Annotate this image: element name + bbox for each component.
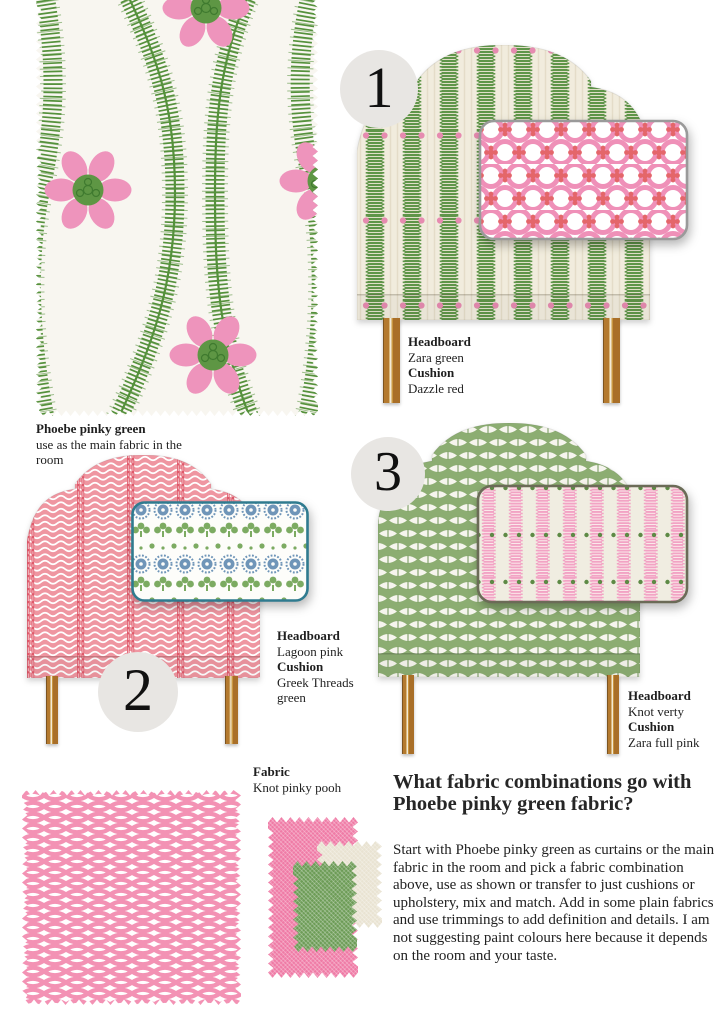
article-heading: What fabric combinations go with Phoebe pinky green fabric? (393, 771, 692, 815)
headboard-3-right-leg (607, 675, 619, 754)
cushion-3-image (475, 483, 690, 605)
combo-2-number-badge (98, 652, 178, 732)
headboard-3-left-leg (402, 675, 414, 754)
combo-1-number-badge (340, 50, 418, 128)
combo-1-headboard-heading: Headboard (408, 334, 471, 349)
combo-3-headboard-name: Knot verty (628, 703, 684, 719)
combo-1-headboard-name: Zara green (408, 349, 464, 365)
bottom-fabric-heading: Fabric (253, 764, 290, 779)
combo-3-label (628, 688, 718, 750)
main-fabric-swatch-image (36, 0, 318, 416)
headboard-2-right-leg (225, 676, 238, 744)
headboard-1-right-leg (603, 318, 620, 403)
cushion-1-image (477, 118, 690, 242)
combo-2-cushion-heading: Cushion (277, 659, 324, 674)
bottom-fabric-swatch-image (22, 790, 241, 1005)
cushion-2-image (130, 500, 310, 603)
combo-1-label (408, 334, 528, 396)
main-fabric-subtitle: use as the main fabric in the room (36, 436, 182, 467)
combo-3-cushion-name: Zara full pink (628, 734, 700, 750)
combo-2-headboard-name: Lagoon pink (277, 643, 344, 659)
main-fabric-title: Phoebe pinky green (36, 421, 146, 436)
combo-3-cushion-heading: Cushion (628, 719, 675, 734)
combo-2-cushion-name: Greek Threads green (277, 674, 354, 705)
combo-2-headboard-heading: Headboard (277, 628, 340, 643)
combo-1-cushion-heading: Cushion (408, 365, 455, 380)
bottom-fabric-label (253, 764, 373, 795)
combo-2-label (277, 628, 372, 706)
article-body: Start with Phoebe pinky green as curtains or the main fabric in the room and pick a fabric combination above, use as shown or transfer to just cushions or upholstery, mix and match. Add in some plain fabrics and use trimmings to add definition and details. I am not suggesting paint colours here because it depends on the room and your taste. (393, 842, 715, 964)
combo-3-number: 3 (374, 441, 402, 503)
combo-3-number-badge (351, 437, 425, 511)
combo-2-number: 2 (123, 656, 153, 723)
plain-swatch-green (293, 861, 357, 952)
phoebe-fabric-pattern (36, 0, 318, 416)
headboard-2-left-leg (46, 676, 58, 744)
bottom-fabric-name: Knot pinky pooh (253, 779, 342, 795)
headboard-1-left-leg (383, 318, 400, 403)
combo-1-number: 1 (364, 54, 394, 120)
combo-3-headboard-heading: Headboard (628, 688, 691, 703)
combo-1-cushion-name: Dazzle red (408, 380, 464, 396)
